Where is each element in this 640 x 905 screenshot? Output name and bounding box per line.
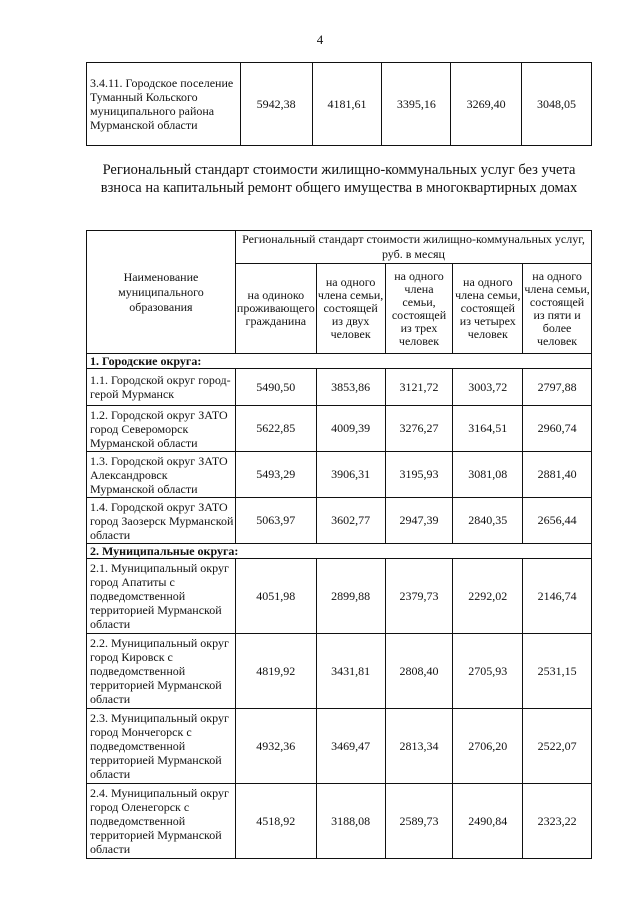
value-cell: 3081,08 [453,452,523,498]
table-row [87,498,592,544]
value-cell: 2947,39 [385,498,453,544]
section-row [87,354,592,369]
row-name: 2.2. Муниципальный округ город Кировск с подведомственной территорией Мурманской области [87,634,236,709]
value-cell: 2706,20 [453,709,523,784]
continued-table [86,62,592,146]
value-cell: 2323,22 [523,784,592,859]
value-cell: 3195,93 [385,452,453,498]
subheader-cell: на одного члена семьи, состоящей из пяти и более человек [523,264,592,354]
table-row [87,63,592,146]
value-cell: 2899,88 [316,559,385,634]
group-column-header: Региональный стандарт стоимости жилищно-коммунальных услуг, руб. в месяц [235,231,591,264]
value-cell: 2656,44 [523,498,592,544]
row-name: 2.3. Муниципальный округ город Мончегорск с подведомственной территорией Мурманской области [87,709,236,784]
table-row [87,406,592,452]
row-name: 2.4. Муниципальный округ город Оленегорск с подведомственной территорией Мурманской области [87,784,236,859]
value-cell: 2960,74 [523,406,592,452]
value-cell: 3048,05 [522,63,592,146]
value-cell: 3276,27 [385,406,453,452]
value-cell: 3164,51 [453,406,523,452]
value-cell: 2808,40 [385,634,453,709]
table-row [87,452,592,498]
table-row [87,369,592,406]
value-cell: 3469,47 [316,709,385,784]
value-cell: 3003,72 [453,369,523,406]
table-row [87,559,592,634]
row-name: 2.1. Муниципальный округ город Апатиты с подведомственной территорией Мурманской области [87,559,236,634]
row-name: 1.4. Городской округ ЗАТО город Заозерск Мурманской области [87,498,236,544]
value-cell: 5490,50 [235,369,316,406]
subheader-cell: на одного члена семьи, состоящей из двух человек [316,264,385,354]
section-title-cell: 2. Муниципальные округа: [87,544,592,559]
row-name: 1.2. Городской округ ЗАТО город Североморск Мурманской области [87,406,236,452]
value-cell: 2379,73 [385,559,453,634]
section-title-cell: 1. Городские округа: [87,354,592,369]
value-cell: 4932,36 [235,709,316,784]
value-cell: 2797,88 [523,369,592,406]
value-cell: 2292,02 [453,559,523,634]
value-cell: 2881,40 [523,452,592,498]
row-name: 1.1. Городской округ город-герой Мурманск [87,369,236,406]
value-cell: 4819,92 [235,634,316,709]
value-cell: 4051,98 [235,559,316,634]
value-cell: 5063,97 [235,498,316,544]
value-cell: 2490,84 [453,784,523,859]
value-cell: 2531,15 [523,634,592,709]
value-cell: 3602,77 [316,498,385,544]
subheader-cell: на одного члена семьи, состоящей из трех человек [385,264,453,354]
value-cell: 3431,81 [316,634,385,709]
value-cell: 4518,92 [235,784,316,859]
table-row [87,784,592,859]
header-row [87,231,592,264]
value-cell: 4009,39 [316,406,385,452]
section-row [87,544,592,559]
value-cell: 2813,34 [385,709,453,784]
value-cell: 3121,72 [385,369,453,406]
value-cell: 2840,35 [453,498,523,544]
value-cell: 5942,38 [240,63,312,146]
standard-cost-table [86,230,592,859]
value-cell: 3188,08 [316,784,385,859]
subheader-cell: на одного члена семьи, состоящей из четырех человек [453,264,523,354]
value-cell: 3269,40 [451,63,522,146]
page-number: 4 [316,32,324,47]
value-cell: 3906,31 [316,452,385,498]
table-row [87,634,592,709]
value-cell: 2705,93 [453,634,523,709]
table-row [87,709,592,784]
value-cell: 3395,16 [382,63,451,146]
section-title: Региональный стандарт стоимости жилищно-коммунальных услуг без учета взноса на капитальный ремонт общего имущества в многоквартирных домах [100,162,578,196]
row-name: 3.4.11. Городское поселение Туманный Кольского муниципального района Мурманской области [87,63,241,146]
value-cell: 5493,29 [235,452,316,498]
row-name: 1.3. Городской округ ЗАТО Александровск Мурманской области [87,452,236,498]
value-cell: 2589,73 [385,784,453,859]
value-cell: 3853,86 [316,369,385,406]
value-cell: 2146,74 [523,559,592,634]
subheader-cell: на одиноко проживающего гражданина [235,264,316,354]
name-column-header: Наименование муниципального образования [87,231,236,354]
value-cell: 2522,07 [523,709,592,784]
value-cell: 5622,85 [235,406,316,452]
value-cell: 4181,61 [312,63,382,146]
